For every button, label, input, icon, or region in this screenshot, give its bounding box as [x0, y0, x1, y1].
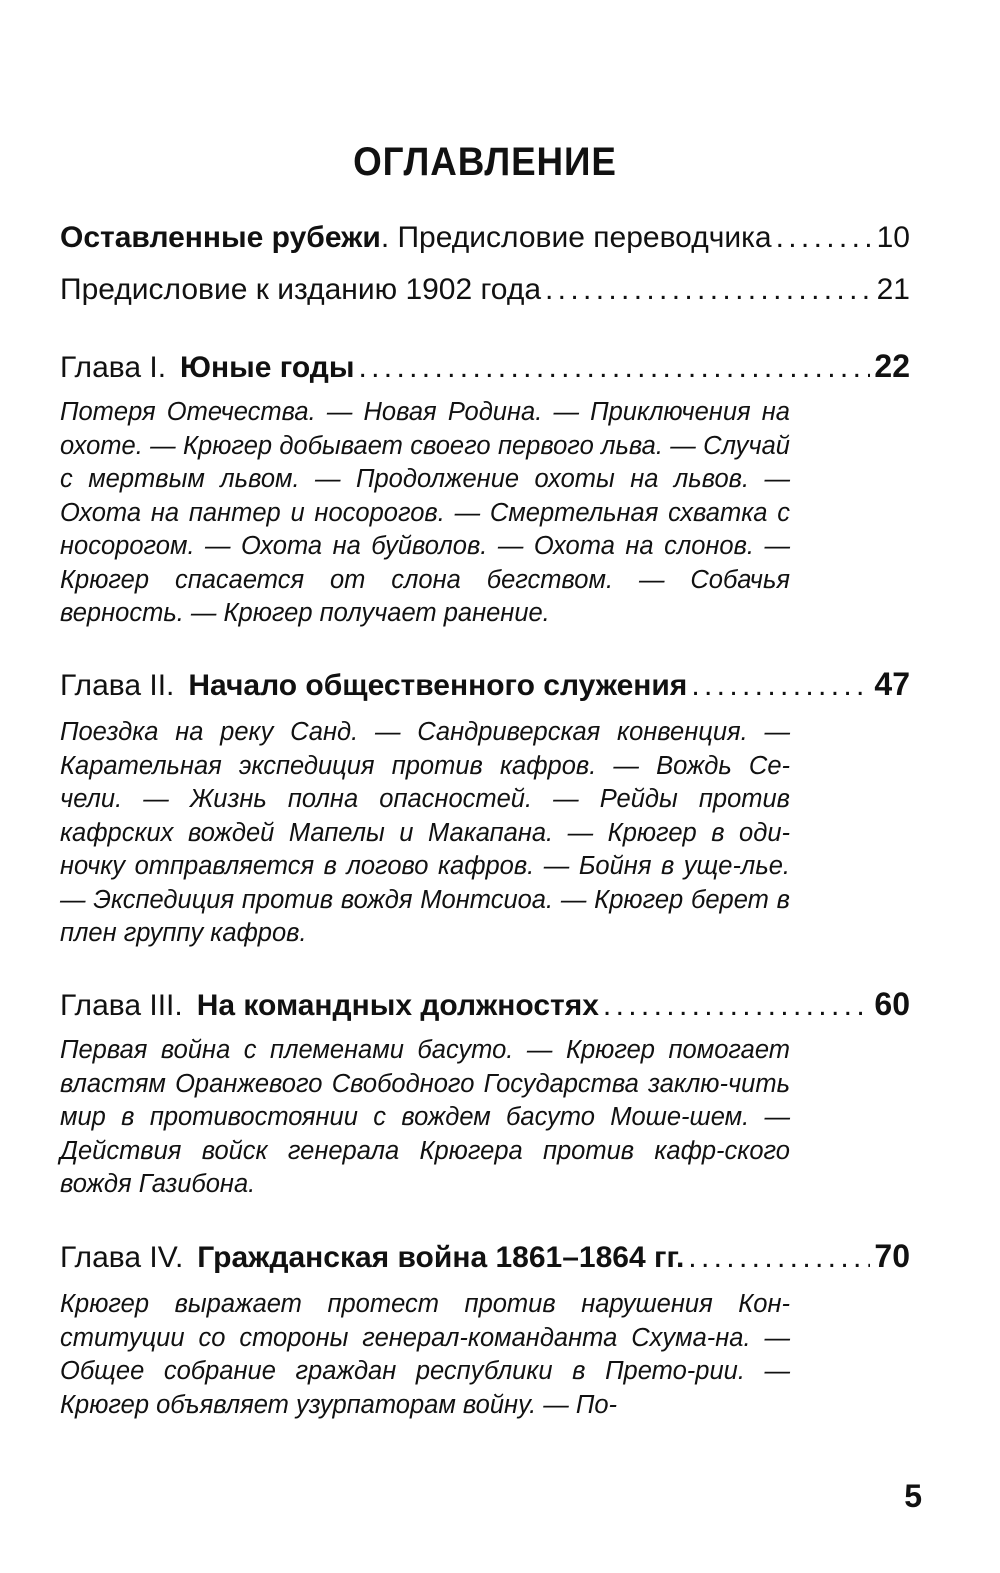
chapter-title: Начало общественного служения: [188, 669, 688, 702]
toc-entry-chapter-4: [60, 1236, 910, 1278]
page-number: 22: [874, 348, 910, 384]
chapter-summary: Потеря Отечества. — Новая Родина. — Приключения на охоте. — Крюгер добывает своего первого льва. — Случай с мертвым львом. — Продолжение охоты на львов. — Охота на пантер и носорогов. — Смертельная схватка с носорогом. — Охота на буйволов. — Охота на слонов. — Крюгер спасается от слона бегством. — Собачья верность. — Крюгер получает ранение.: [60, 398, 790, 627]
leader-dots: [603, 986, 870, 1026]
chapter-label: Глава III.: [60, 989, 183, 1022]
leader-dots: [691, 666, 870, 706]
page-number: 10: [876, 221, 910, 254]
entry-subtitle: . Предисловие переводчика: [380, 221, 772, 254]
toc-entry-chapter-3: [60, 984, 910, 1026]
leader-dots: [358, 348, 870, 388]
toc-entry-chapter-2: [60, 664, 910, 706]
page-folio-number: 5: [904, 1478, 922, 1514]
toc-entry-translator-preface: [60, 218, 910, 258]
leader-dots: [776, 218, 873, 258]
page-number: 60: [874, 986, 910, 1022]
chapter-summary: Первая война с племенами басуто. — Крюгер помогает властям Оранжевого Свободного Государства заклю-чить мир в противостоянии с вождем басуто Моше-шем. — Действия войск генерала Крюгера против кафр-ского вождя Газибона.: [60, 1036, 790, 1198]
leader-dots: [688, 1238, 870, 1278]
entry-title: Предисловие к изданию 1902 года: [60, 273, 542, 306]
entry-bold-title: Оставленные рубежи: [60, 221, 381, 254]
leader-dots: [545, 270, 873, 310]
page-number: 21: [876, 273, 910, 306]
chapter-label: Глава I.: [60, 351, 167, 384]
toc-entry-chapter-1: [60, 346, 910, 388]
chapter-title: Юные годы: [180, 351, 355, 384]
chapter-label: Глава IV.: [60, 1241, 184, 1274]
toc-entry-preface-1902: [60, 270, 910, 310]
chapter-summary: Крюгер выражает протест против нарушения Кон-ституции со стороны генерал-команданта Схума-на. — Общее собрание граждан республики в Прето-рии. — Крюгер объявляет узурпаторам войну. — По-: [60, 1290, 790, 1419]
toc-page: [60, 0, 910, 1573]
chapter-title: На командных должностях: [196, 989, 599, 1022]
chapter-summary: Поездка на реку Санд. — Сандриверская конвенция. — Карательная экспедиция против кафров. — Вождь Се-чели. — Жизнь полна опасностей. — Рейды против кафрских вождей Мапелы и Макапана. — Крюгер в оди-ночку отправляется в логово кафров. — Бойня в уще-лье. — Экспедиция против вождя Монтсиоа. — Крюгер берет в плен группу кафров.: [60, 718, 790, 947]
chapter-title: Гражданская война 1861–1864 гг.: [197, 1241, 685, 1274]
page-number: 70: [874, 1238, 910, 1274]
page-title: ОГЛАВЛЕНИЕ: [353, 140, 617, 184]
page-number: 47: [874, 666, 910, 702]
chapter-label: Глава II.: [60, 669, 175, 702]
